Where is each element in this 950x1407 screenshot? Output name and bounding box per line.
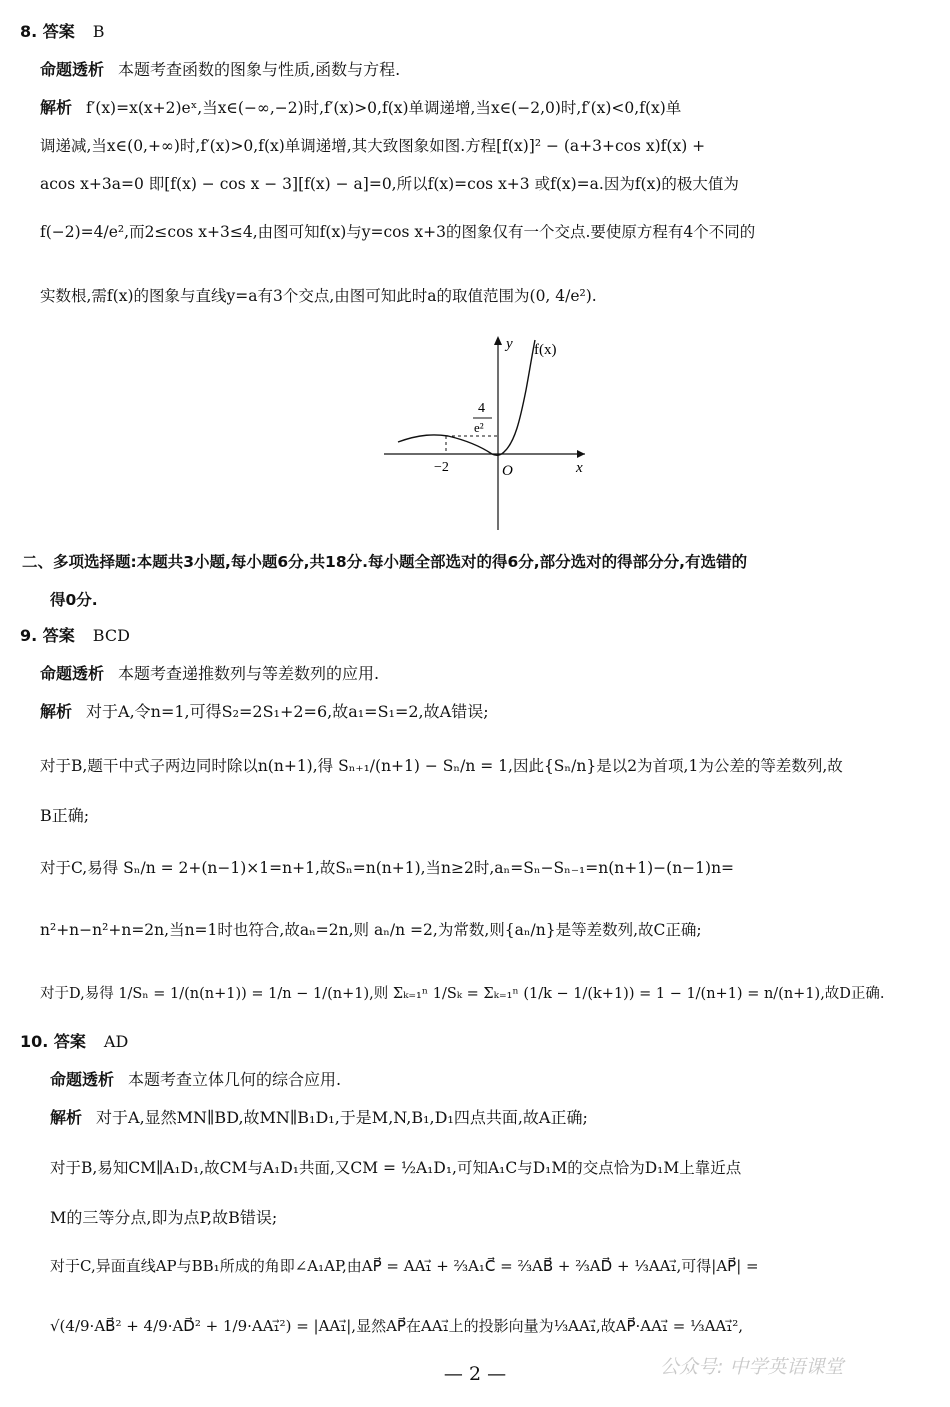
q9-analysis xyxy=(40,664,379,684)
q8-heading xyxy=(20,22,105,42)
q10-solution-line-a xyxy=(50,1108,588,1128)
q8-line-3: f(−2)=4/e²,而2≤cos x+3≤4,由图可知f(x)与y=cos x+3的图象仅有一个交点.要使原方程有4个不同的 xyxy=(40,223,756,241)
q9-answer: BCD xyxy=(92,626,130,645)
q9-line-d: 对于D,易得 1/Sₙ = 1/(n(n+1)) = 1/n − 1/(n+1),则 Σₖ₌₁ⁿ 1/Sₖ = Σₖ₌₁ⁿ (1/k − 1/(k+1)) = 1 − 1/(n+1) = n/(n+1),故D正确. xyxy=(40,986,885,1002)
q8-analysis-tag: 命题透析 xyxy=(40,60,105,79)
q8-heading-label: 8. 答案 xyxy=(20,22,75,41)
q10-heading-label: 10. 答案 xyxy=(20,1032,86,1051)
q9-heading xyxy=(20,626,130,646)
q8-analysis-text: 本题考查函数的图象与性质,函数与方程. xyxy=(118,60,401,79)
q10-line-b1: 对于B,易知CM∥A₁D₁,故CM与A₁D₁共面,又CM = ½A₁D₁,可知A₁C与D₁M的交点恰为D₁M上靠近点 xyxy=(50,1159,742,1177)
q9-line-c1: 对于C,易得 Sₙ/n = 2+(n−1)×1=n+1,故Sₙ=n(n+1),当n≥2时,aₙ=Sₙ−Sₙ₋₁=n(n+1)−(n−1)n= xyxy=(40,859,735,877)
x-label: x xyxy=(576,460,583,476)
page-number: — 2 — xyxy=(443,1363,507,1385)
y-axis-arrow-icon xyxy=(494,336,502,345)
q9-solution-line-a xyxy=(40,702,489,722)
section2-line1: 二、多项选择题:本题共3小题,每小题6分,共18分.每小题全部选对的得6分,部分选对的得部分分,有选错的 xyxy=(22,553,748,571)
q8-function-graph xyxy=(380,330,590,535)
q9-line-b1: 对于B,题干中式子两边同时除以n(n+1),得 Sₙ₊₁/(n+1) − Sₙ/n = 1,因此{Sₙ/n}是以2为首项,1为公差的等差数列,故 xyxy=(40,757,843,775)
q10-line-a: 对于A,显然MN∥BD,故MN∥B₁D₁,于是M,N,B₁,D₁四点共面,故A正确; xyxy=(96,1108,588,1127)
q8-answer: B xyxy=(92,22,105,41)
q10-analysis xyxy=(50,1070,341,1090)
q9-line-c2: n²+n−n²+n=2n,当n=1时也符合,故aₙ=2n,则 aₙ/n =2,为常数,则{aₙ/n}是等差数列,故C正确; xyxy=(40,921,702,939)
q10-solution-tag: 解析 xyxy=(50,1108,83,1127)
q8-solution-line-1 xyxy=(40,98,681,118)
q10-answer: AD xyxy=(103,1032,129,1051)
q10-line-c2: √(4/9·AB⃗² + 4/9·AD⃗² + 1/9·AA₁⃗²) = |AA₁⃗|,显然AP⃗在AA₁⃗上的投影向量为⅓AA₁⃗,故AP⃗·AA₁⃗ = ⅓AA₁⃗², xyxy=(50,1317,744,1335)
q8-line-2: acos x+3a=0 即[f(x) − cos x − 3][f(x) − a]=0,所以f(x)=cos x+3 或f(x)=a.因为f(x)的极大值为 xyxy=(40,175,739,193)
y-label: y xyxy=(506,336,513,352)
section2-line2: 得0分. xyxy=(50,591,98,609)
peak-denominator: e² xyxy=(474,420,484,435)
q8-solution-tag: 解析 xyxy=(40,98,73,117)
neg2-label: −2 xyxy=(434,460,449,475)
peak-numerator: 4 xyxy=(478,401,485,416)
q9-line-a: 对于A,令n=1,可得S₂=2S₁+2=6,故a₁=S₁=2,故A错误; xyxy=(86,702,489,721)
q9-analysis-tag: 命题透析 xyxy=(40,664,105,683)
watermark: 公众号: 中学英语课堂 xyxy=(660,1356,844,1378)
q10-analysis-text: 本题考查立体几何的综合应用. xyxy=(128,1070,342,1089)
q10-line-b2: M的三等分点,即为点P,故B错误; xyxy=(50,1208,278,1227)
q9-solution-tag: 解析 xyxy=(40,702,73,721)
q10-heading xyxy=(20,1032,128,1052)
q8-analysis xyxy=(40,60,400,80)
q8-line-0: f′(x)=x(x+2)eˣ,当x∈(−∞,−2)时,f′(x)>0,f(x)单调递增,当x∈(−2,0)时,f′(x)<0,f(x)单 xyxy=(86,99,682,117)
q9-line-b2: B正确; xyxy=(40,806,90,825)
q9-heading-label: 9. 答案 xyxy=(20,626,75,645)
q10-line-c1: 对于C,异面直线AP与BB₁所成的角即∠A₁AP,由AP⃗ = AA₁⃗ + ⅔A₁C⃗ = ⅔AB⃗ + ⅔AD⃗ + ⅓AA₁⃗,可得|AP⃗| = xyxy=(50,1257,759,1275)
q8-line-4: 实数根,需f(x)的图象与直线y=a有3个交点,由图可知此时a的取值范围为(0, 4/e²). xyxy=(40,287,597,305)
origin-label: O xyxy=(502,463,513,479)
x-axis-arrow-icon xyxy=(577,450,585,458)
q8-line-1: 调递减,当x∈(0,+∞)时,f′(x)>0,f(x)单调递增,其大致图象如图.方程[f(x)]² − (a+3+cos x)f(x) + xyxy=(40,137,706,155)
curve-label: f(x) xyxy=(534,342,557,358)
f-curve xyxy=(398,340,535,455)
q10-analysis-tag: 命题透析 xyxy=(50,1070,115,1089)
q8-graph-svg xyxy=(380,330,590,535)
q9-analysis-text: 本题考查递推数列与等差数列的应用. xyxy=(118,664,380,683)
